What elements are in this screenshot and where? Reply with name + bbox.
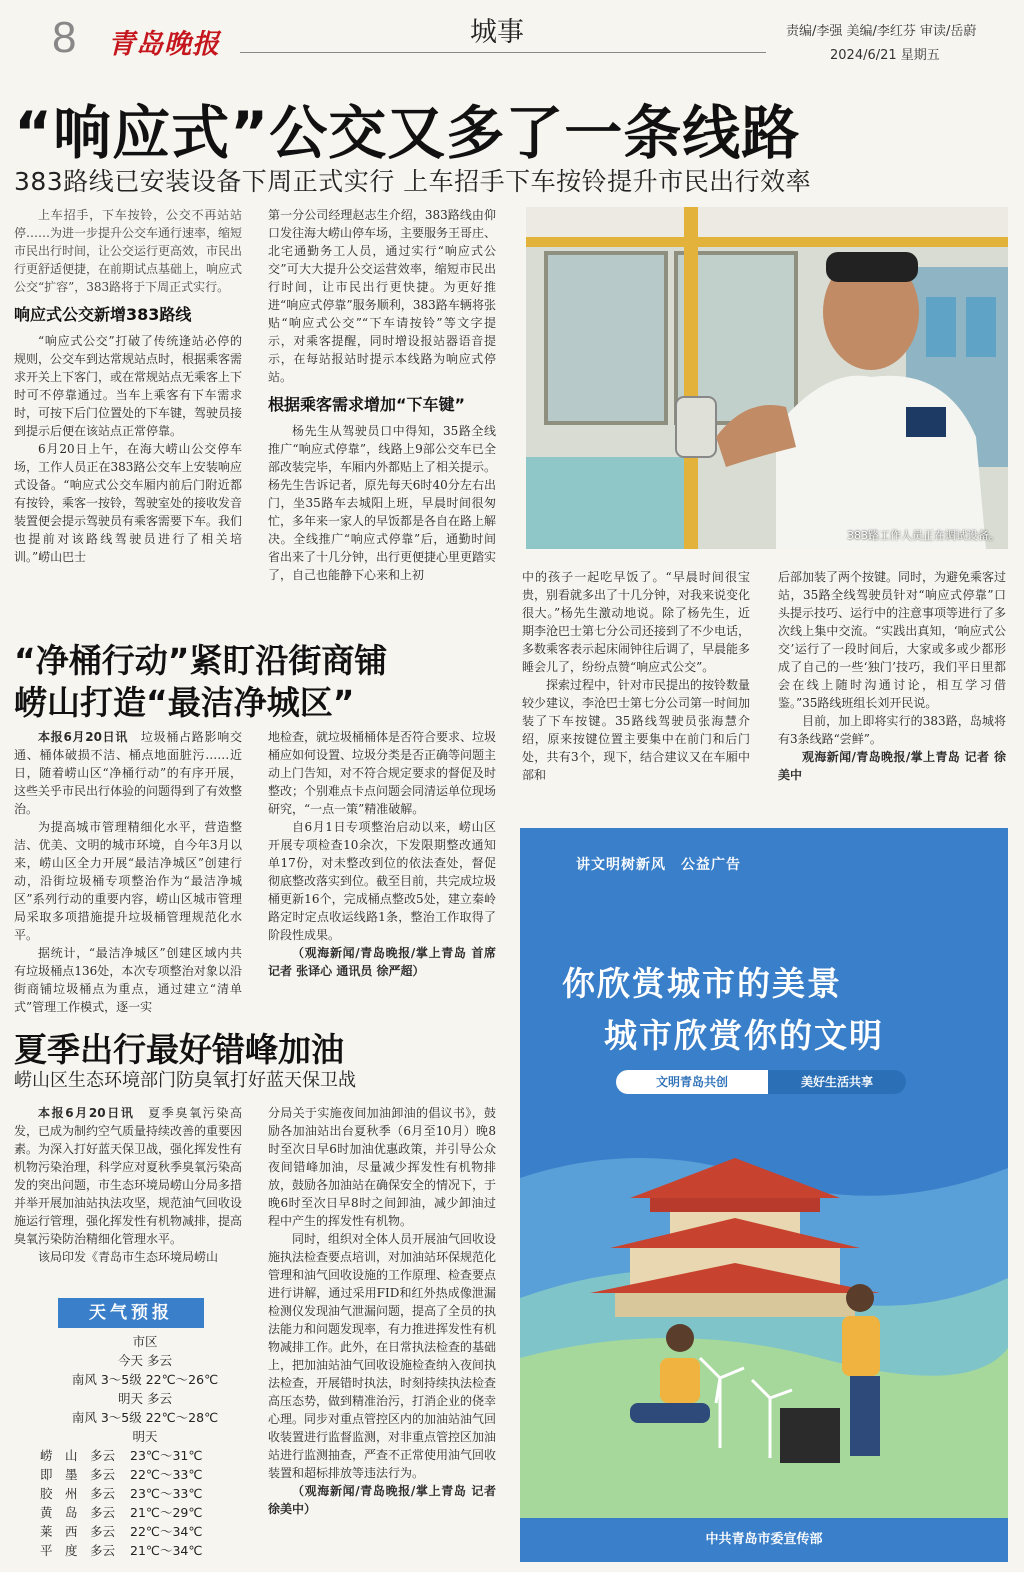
article1-subhead: 383路线已安装设备下周正式实行 上车招手下车按铃提升市民出行效率 xyxy=(14,167,812,196)
bus-interior-illustration xyxy=(526,207,1008,549)
article2-paragraph: 为提高城市管理精细化水平，营造整洁、优美、文明的城市环境，自今年3月以来，崂山区全力开展“最洁净城区”创建行动，沿街垃圾桶专项整治作为“最洁净城区”系列行动的重要内容，崂山区城市管理局采取多项措施提升垃圾桶管理规范化水平。 xyxy=(14,820,242,942)
article1-paragraph: “响应式公交”打破了传统逢站必停的规则，公交车到达常规站点时，根据乘客需求开关上下客门，或在常规站点无乘客上下时可不停靠通过。当车上乘客有下车需求时，可按下后门位置处的下车键，驾驶员接到提示后便在该站点正常停靠。 xyxy=(14,334,243,438)
ad-pill-right: 美好生活共享 xyxy=(768,1070,906,1094)
article1-headline: “响应式”公交又多了一条线路 xyxy=(14,99,801,167)
article2-col2 xyxy=(268,728,496,980)
article1-byline: 观海新闻/青岛晚报/掌上青岛 记者 徐美中 xyxy=(778,750,1006,782)
weather-today: 今天 多云 xyxy=(118,1353,172,1368)
weather-city-label: 市区 xyxy=(132,1334,158,1349)
article1-col2 xyxy=(268,206,496,584)
ad-slogan-line1: 你欣赏城市的美景 xyxy=(562,964,842,1003)
issue-date: 2024/6/21 星期五 xyxy=(830,48,940,63)
article2-headline-line1: “净桶行动”紧盯沿街商铺 xyxy=(14,641,388,680)
weather-city-name: 莱 西 xyxy=(40,1524,78,1539)
article2-headline xyxy=(14,640,387,724)
ad-pill-left: 文明青岛共创 xyxy=(616,1070,768,1094)
header-rule xyxy=(240,52,766,53)
article1-paragraph: 目前，加上即将实行的383路，岛城将有3条线路“尝鲜”。 xyxy=(778,714,1006,746)
article1-section2-heading: 根据乘客需求增加“下车键” xyxy=(268,395,466,414)
ad-footer: 中共青岛市委宣传部 xyxy=(705,1532,823,1547)
article1-lead: 上车招手，下车按铃，公交不再站站停……为进一步提升公交车通行速率，缩短市民出行时间，让公交运行更高效，市民出行更舒适便捷，在前期试点基础上，响应式公交“扩容”，383路将于下周正式实行。 xyxy=(14,208,243,294)
article1-col3 xyxy=(522,568,750,784)
weather-city-name: 即 墨 xyxy=(40,1467,78,1482)
weather-city-temp: 23℃～31℃ xyxy=(130,1448,203,1463)
weather-city-row xyxy=(40,1484,250,1503)
weather-city-name: 胶 州 xyxy=(40,1486,78,1501)
weather-city-row xyxy=(40,1522,250,1541)
article3-byline: （观海新闻/青岛晚报/掌上青岛 记者 徐美中） xyxy=(268,1484,496,1516)
weather-city-sky: 多云 xyxy=(90,1543,116,1558)
article3-headline: 夏季出行最好错峰加油 xyxy=(14,1030,344,1069)
ad-illustration xyxy=(520,1118,1008,1518)
article1-paragraph: 探索过程中，针对市民提出的按铃数量较少建议，李沧巴士第七分公司第一时间加装了下车按键。35路线驾驶员张海慧介绍，原来按键位置主要集中在前门和后门处，共有3个，现下，结合建议又在车厢中部和 xyxy=(522,678,751,782)
article2-dateline: 本报6月20日讯 xyxy=(38,730,129,744)
article1-col1 xyxy=(14,206,242,566)
article1-paragraph: 杨先生从驾驶员口中得知，35路全线推广“响应式停靠”，线路上9部公交车已全部改装完毕，车厢内外都贴上了相关提示。杨先生告诉记者，原先每天6时40分左右出门，坐35路车去城阳上班，早晨时间很匆忙，多年来一家人的早饭都是各自在路上解决。全线推广“响应式停靠”后，通勤时间省出来了十几分钟，出行更便捷心里更踏实了，自己也能静下心来和上初 xyxy=(268,424,497,582)
article1-col4 xyxy=(778,568,1006,784)
article3-paragraph: 该局印发《青岛市生态环境局崂山 xyxy=(38,1250,219,1264)
article2-paragraph: 地检查，就垃圾桶桶体是否符合要求、垃圾桶应如何设置、垃圾分类是否正确等问题主动上门告知，对不符合规定要求的督促及时整改；个别难点卡点问题会同清运单位现场研究，“一点一策”精准破解。 xyxy=(268,730,497,816)
article2-paragraph xyxy=(14,728,242,818)
weather-city-name: 黄 岛 xyxy=(40,1505,78,1520)
weather-city-row xyxy=(40,1446,250,1465)
weather-title: 天气预报 xyxy=(58,1298,204,1328)
article3-paragraph: 同时，组织对全体人员开展油气回收设施执法检查要点培训，对加油站环保规范化管理和油气回收设施的工作原理、检查要点进行讲解，通过采用FID和红外热成像泄漏检测仪发现油气泄漏问题，提高了全员的执法能力和问题发现率，有力推进挥发性有机物减排工作。此外，在日常执法检查的基础上，把加油站油气回收设施检查纳入夜间执法检查，开展错时执法，时刻持续执法检查高压态势，做到精准治污，打消企业的侥幸心理。同步对重点管控区内的加油站油气回收装置进行监督监测，对非重点管控区加油站进行监测抽查，严查不正常使用油气回收装置和超标排放等违法行为。 xyxy=(268,1232,497,1480)
weather-tomorrow-detail: 南风 3～5级 22℃～28℃ xyxy=(71,1410,219,1425)
article3-paragraph: 分局关于实施夜间加油卸油的倡议书》，鼓励各加油站出台夏秋季（6月至10月）晚8时至次日早6时加油优惠政策，并引导公众夜间错峰加油，尽量减少挥发性有机物排放，鼓励各加油站在确保安全的情况下，于晚6时至次日早8时之间卸油，减少卸油过程中产生的挥发性有机物。 xyxy=(268,1106,497,1228)
article3-paragraph xyxy=(14,1104,242,1248)
article3-col1 xyxy=(14,1104,242,1266)
weather-city-sky: 多云 xyxy=(90,1524,116,1539)
page-number: 8 xyxy=(52,13,77,62)
photo-caption: 383路工作人员正在调试设备。 xyxy=(847,529,1000,542)
article2-paragraph: 据统计，“最洁净城区”创建区域内共有垃圾桶点136处，本次专项整治对象以沿街商铺垃圾桶点为重点，通过建立“清单式”管理工作模式，逐一实 xyxy=(14,946,242,1014)
weather-city-sky: 多云 xyxy=(90,1486,116,1501)
editors-credit: 责编/李强 美编/李红芬 审读/岳蔚 xyxy=(786,24,977,39)
ad-slogan-line2: 城市欣赏你的文明 xyxy=(604,1016,884,1055)
article1-paragraph: 6月20日上午，在海大崂山公交停车场，工作人员正在383路公交车上安装响应式设备。“响应式公交车厢内前后门附近都有按铃，乘客一按铃，驾驶室处的接收发音装置便会提示驾驶员有乘客需要下车。我们也提前对该路线驾驶员进行了相关培训。”崂山巴士 xyxy=(14,442,243,564)
weather-tomorrow: 明天 多云 xyxy=(118,1391,172,1406)
article3-col2 xyxy=(268,1104,496,1518)
article2-col1 xyxy=(14,728,242,1016)
weather-city-temp: 21℃～34℃ xyxy=(130,1543,203,1558)
article3-dateline: 本报6月20日讯 xyxy=(38,1106,135,1120)
article1-paragraph: 第一分公司经理赵志生介绍，383路线由仰口发往海大崂山停车场，主要服务王哥庄、北宅通勤务工人员，通过实行“响应式公交”可大大提升公交运营效率，缩短市民出行时间，让市民出行更快捷。为更好推进“响应式停靠”服务顺利，383路车辆将张贴“响应式公交”“下车请按铃”等文字提示，对乘客提醒，同时增设报站器语音提示，在每站报站时提示本线路为响应式停站。 xyxy=(268,208,497,384)
public-service-ad xyxy=(520,828,1008,1562)
weather-box xyxy=(40,1298,250,1560)
weather-city-temp: 22℃～34℃ xyxy=(130,1524,203,1539)
article3-subhead: 崂山区生态环境部门防臭氧打好蓝天保卫战 xyxy=(14,1070,356,1091)
article1-paragraph: 中的孩子一起吃早饭了。“早晨时间很宝贵，别看就多出了十几分钟，对我来说变化很大。”杨先生激动地说。除了杨先生，近期李沧巴士第七分公司还接到了不少电话，多数乘客表示起床闹钟往后调了，早晨能多睡会儿了，纷纷点赞“响应式公交”。 xyxy=(522,570,751,674)
weather-city-name: 崂 山 xyxy=(40,1448,78,1463)
weather-city-temp: 22℃～33℃ xyxy=(130,1467,203,1482)
weather-city-sky: 多云 xyxy=(90,1505,116,1520)
newspaper-logo: 青岛晚报 xyxy=(108,29,220,60)
weather-city-name: 平 度 xyxy=(40,1543,78,1558)
weather-city-temp: 23℃～33℃ xyxy=(130,1486,203,1501)
section-title: 城事 xyxy=(470,17,524,48)
weather-city-sky: 多云 xyxy=(90,1467,116,1482)
weather-tomorrow2: 明天 xyxy=(132,1429,158,1444)
weather-city-row xyxy=(40,1541,250,1560)
article2-paragraph: 自6月1日专项整治启动以来，崂山区开展专项检查10余次，下发限期整改通知单17份，对未整改到位的依法查处，督促彻底整改落实到位。截至目前，共完成垃圾桶更新16个，完成桶点整改5处，建立秦岭路定时定点收运线路1条，整治工作取得了阶段性成果。 xyxy=(268,820,497,942)
ad-top-label: 讲文明树新风 公益广告 xyxy=(576,857,741,873)
article2-byline: （观海新闻/青岛晚报/掌上青岛 首席记者 张译心 通讯员 徐严超） xyxy=(268,946,496,978)
article1-section1-heading: 响应式公交新增383路线 xyxy=(14,305,192,324)
article1-paragraph: 后部加装了两个按键。同时，为避免乘客过站，35路全线驾驶员针对“响应式停靠”口头提示技巧、运行中的注意事项等进行了多次线上集中交流。“实践出真知，‘响应式公交’运行了一段时间后，大家或多或少都形成了自己的一些‘独门’技巧，我们平日里都会在线上随时沟通讨论，相互学习借鉴。”35路线班组长刘开民说。 xyxy=(778,570,1007,710)
article2-headline-line2: 崂山打造“最洁净城区” xyxy=(14,683,355,722)
article2-p1: 垃圾桶占路影响交通、桶体破损不洁、桶点地面脏污……近日，随着崂山区“净桶行动”的有序开展，这些关乎市民出行体验的问题得到了有效整治。 xyxy=(14,730,243,816)
weather-city-temp: 21℃～29℃ xyxy=(130,1505,203,1520)
weather-city-row xyxy=(40,1465,250,1484)
weather-city-row xyxy=(40,1503,250,1522)
article3-p1: 夏季臭氧污染高发，已成为制约空气质量持续改善的重要因素。为深入打好蓝天保卫战，强化挥发性有机物污染治理，科学应对夏秋季臭氧污染高发的突出问题，市生态环境局崂山分局多措并举开展加油站执法攻坚，规范油气回收设施运行管理，强化挥发性有机物减排，提高臭氧污染防治精细化管理水平。 xyxy=(14,1106,243,1246)
weather-today-detail: 南风 3～5级 22℃～26℃ xyxy=(71,1372,219,1387)
ad-pill xyxy=(616,1070,906,1094)
bus-photo xyxy=(526,207,1008,549)
weather-city-sky: 多云 xyxy=(90,1448,116,1463)
